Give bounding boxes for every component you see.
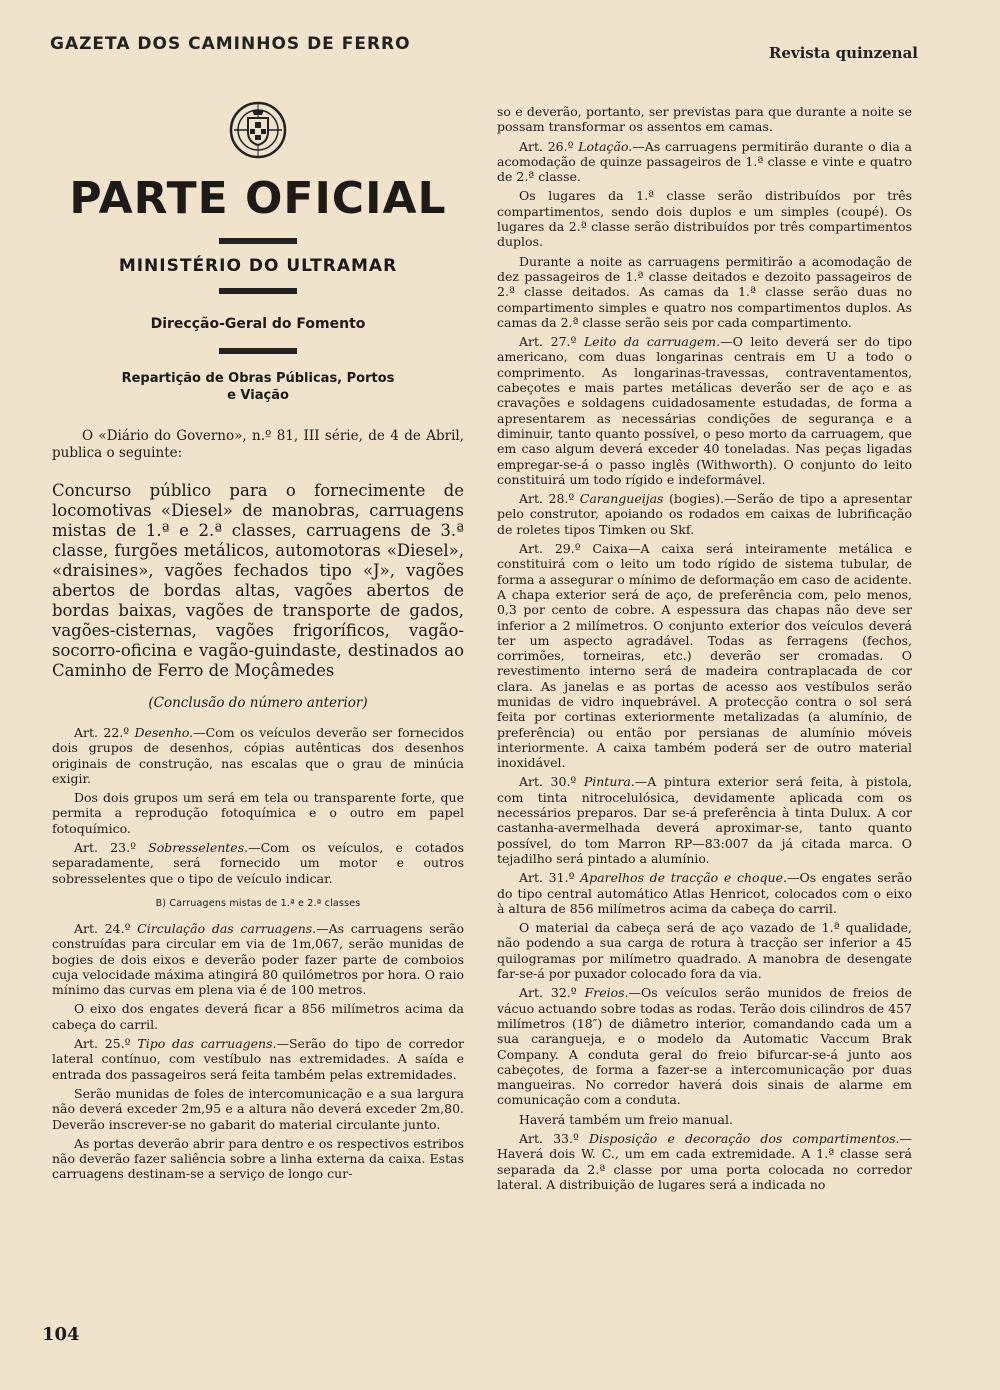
- direction-heading: Direcção-Geral do Fomento: [150, 316, 366, 332]
- section-heading: [52, 370, 464, 404]
- ministry-heading: MINISTÉRIO DO ULTRAMAR: [118, 256, 398, 276]
- article-title: Aparelhos de tracção e choque.: [580, 870, 787, 886]
- article-text: (bogies).—Serão de tipo a apresentar pelo construtor, apoiando os rodados em caixas de lubrificação de roletes tipos Timken ou Skf.: [497, 491, 913, 537]
- article-label: Art. 27.º: [519, 334, 577, 350]
- article-title: Carangueijas: [579, 491, 664, 507]
- article-32-paragraph: Haverá também um freio manual.: [519, 1111, 733, 1127]
- article-text: —As carruagens permitirão durante o dia a acomodação de quinze passageiros de 1.ª classe e vinte e quatro de 2.ª classe.: [497, 138, 913, 185]
- journal-subtitle: Revista quinzenal: [768, 44, 918, 62]
- article-22-paragraph: Dos dois grupos um será em tela ou transparente forte, que permita a reprodução fotoquímica e o outro em papel fotoquímico.: [52, 790, 464, 836]
- divider: [219, 348, 297, 354]
- article-label: Art. 29.º: [519, 541, 581, 557]
- continuation-paragraph: so e deverão, portanto, ser previstas para que durante a noite se possam transformar os assentos em camas.: [497, 104, 912, 135]
- section-heading-line1: Repartição de Obras Públicas, Portos: [121, 371, 395, 386]
- article-title: Desenho.: [134, 725, 194, 740]
- article-text: —Haverá dois W. C., um em cada extremidade. A 1.ª classe será separada da 2.ª classe por uma porta colocada no corredor lateral. A distribuição de lugares será a indicada no: [497, 1131, 912, 1192]
- coat-of-arms-icon: [228, 100, 288, 160]
- article-title: Freios.: [584, 985, 629, 1001]
- article-text: —Os engates serão do tipo central automático Atlas Henricot, colocados com o eixo à altura de 856 milímetros acima da cabeça do carril.: [497, 870, 912, 916]
- article-title: Caixa: [592, 541, 628, 557]
- article-text: —O leito deverá ser do tipo americano, com duas longarinas centrais em U a todo o comprimento. As longarinas-travessas, contraventamentos, cabeçotes e mais partes metálicas deverão ser de aço e as cravações e soldagens cuidadosamente estudadas, de forma a apresentarem as necessárias condições de segurança e a diminuir, tanto quanto possível, o peso morto da carruagem, que em caso algum deverá exceder 40 toneladas. Nas peças ligadas empregar-se-á o passo inglês (Withworth). O conjunto do leito constituirá um todo rígido e indeformável.: [497, 334, 912, 487]
- article-31-paragraph: O material da cabeça será de aço vazado de 1.ª qualidade, não podendo a sua carga de rotura à tracção ser inferior a 45 quilogramas por milímetro quadrado. A manobra de desengate far-se-á por puxador colocado fora da via.: [497, 920, 912, 982]
- article-label: Art. 25.º: [74, 1036, 131, 1052]
- article-label: Art. 26.º: [519, 138, 574, 154]
- page-title: PARTE OFICIAL: [69, 173, 447, 224]
- article-31: [497, 870, 912, 916]
- article-24-paragraph: O eixo dos engates deverá ficar a 856 milímetros acima da cabeça do carril.: [52, 1001, 464, 1032]
- page-number: 104: [42, 1324, 80, 1345]
- article-title: Pintura.: [583, 774, 635, 790]
- article-32: [497, 985, 912, 1107]
- article-33: [497, 1131, 912, 1192]
- article-25-paragraph: As portas deverão abrir para dentro e os respectivos estribos não deverão fazer saliência sobre a linha externa da caixa. Estas carruagens destinam-se a serviço de longo cur-: [52, 1135, 464, 1182]
- section-heading-line2: e Viação: [227, 388, 289, 403]
- article-30: [497, 774, 912, 866]
- article-25: [52, 1036, 464, 1082]
- article-text: —Com os veículos deverão ser fornecidos dois grupos de desenhos, cópias autênticas dos desenhos originais de construção, nas escalas que o grau de minúcia exigir.: [52, 725, 464, 786]
- article-25-paragraph: Serão munidas de foles de intercomunicação e a sua largura não deverá exceder 2m,95 e a altura não deverá exceder 2m,80. Deverão inscrever-se no gabarit do material circulante junto.: [52, 1085, 464, 1132]
- concurso-title: Concurso público para o fornecimente de locomotivas «Diesel» de manobras, carruagens mistas de 1.ª e 2.ª classes, carruagens de 3.ª classe, furgões metálicos, automotoras «Diesel», «draisines», vagões fechados tipo «J», vagões abertos de bordas altas, vagões abertos de bordas baixas, vagões de transporte de gados, vagões-cisternas, vagões frigoríficos, vagão-socorro-oficina e vagão-guindaste, destinados ao Caminho de Ferro de Moçâmedes: [52, 481, 464, 680]
- article-title: Lotação.: [578, 138, 633, 154]
- article-26: [497, 139, 912, 185]
- article-label: Art. 28.º: [519, 491, 575, 507]
- article-text: —Os veículos serão munidos de freios de vácuo actuando sobre todas as rodas. Terão dois cilindros de 457 milímetros (18″) de diâmetro interior, comandando cada um a sua carangueja, e o modelo da Automatic Vaccum Brak Company. A conduta geral do freio bifurcar-se-á junto aos cabeçotes, de forma a fazer-se a intercomunicação por duas mangueiras. No corredor haverá dois sinais de alarme em comunicação com a conduta.: [497, 985, 912, 1108]
- article-22: [52, 725, 464, 786]
- article-title: Tipo das carruagens.: [137, 1036, 277, 1052]
- subsection-heading: B) Carruagens mistas de 1.ª e 2.ª classes: [155, 897, 361, 909]
- article-28: [497, 491, 912, 537]
- article-text: —Com os veículos, e cotados separadamente, será fornecido um motor e outros sobresselentes que o tipo de veículo indicar.: [52, 840, 464, 886]
- divider: [219, 238, 297, 244]
- divider: [219, 288, 297, 294]
- journal-title: GAZETA DOS CAMINHOS DE FERRO: [50, 34, 411, 54]
- article-label: Art. 24.º: [74, 920, 131, 936]
- article-title: Circulação das carruagens.: [137, 920, 317, 936]
- article-label: Art. 33.º: [519, 1131, 579, 1146]
- article-26-paragraph: Os lugares da 1.ª classe serão distribuídos por três compartimentos, sendo dois duplos e um simples (coupé). Os lugares da 2.ª classe serão distribuídos por três compartimentos duplos.: [497, 188, 912, 250]
- article-29: [497, 541, 912, 770]
- article-text: —As carruagens serão construídas para circular em via de 1m,067, serão munidas de bogies de dois eixos e deverão poder fazer parte de comboios cuja velocidade máxima atingirá 80 quilómetros por hora. O raio mínimo das curvas em plena via é de 100 metros.: [52, 920, 464, 998]
- article-label: Art. 22.º: [74, 725, 130, 740]
- article-label: Art. 23.º: [74, 840, 136, 856]
- article-title: Sobresselentes.: [148, 840, 249, 856]
- article-label: Art. 31.º: [519, 870, 575, 886]
- article-text: —A pintura exterior será feita, à pistola, com tinta nitrocelulósica, devidamente aplicada com os necessários preparos. Dar se-á preferência à tinta Dulux. A cor castanha-avermelhada deverá aproximar-se, tanto quanto possível, do tom Marron RP—83:007 da já citada marca. O tejadilho será pintado a alumínio.: [497, 774, 912, 866]
- left-column: [52, 100, 464, 1186]
- article-text: —A caixa será inteiramente metálica e constituirá com o leito um todo rígido de sistema tubular, de forma a assegurar o mínimo de deformação em caso de acidente. A chapa exterior será de aço, de preferência com, pelo menos, 0,3 por cento de cobre. A espessura das chapas não deve ser inferior a 2 milímetros. O conjunto exterior dos veículos deverá ter um aspecto agradável. Todas as ferragens (fechos, corrimões, torneiras, etc.) deverão ser cromadas. O revestimento interno será de madeira contraplacada de cor clara. As janelas e as portas de acesso aos vestíbulos serão munidas de vidro inquebrável. A protecção contra o sol será feita por cortinas exteriormente metalizadas (a alumínio, de preferência) ou então por persianas de alumínio móveis interiormente. A caixa também poderá ser de outro material inoxidável.: [497, 541, 912, 771]
- intro-paragraph: O «Diário do Governo», n.º 81, III série, de 4 de Abril, publica o seguinte:: [52, 428, 464, 461]
- conclusion-note: (Conclusão do número anterior): [148, 695, 368, 711]
- article-label: Art. 32.º: [519, 985, 577, 1001]
- article-title: Leito da carruagem.: [584, 334, 721, 350]
- article-title: Disposição e decoração dos compartimentos.: [588, 1131, 900, 1146]
- article-23: [52, 840, 464, 886]
- article-label: Art. 30.º: [519, 774, 577, 790]
- article-26-paragraph: Durante a noite as carruagens permitirão a acomodação de dez passageiros de 1.ª classe deitados e dezoito passageiros de 2.ª classe deitados. As camas da 1.ª classe serão duas no compartimento simples e quatro nos compartimentos duplos. As camas da 2.ª classe serão seis por cada compartimento.: [497, 253, 912, 330]
- article-27: [497, 334, 912, 487]
- right-column: [497, 104, 912, 1196]
- article-text: —Serão do tipo de corredor lateral contínuo, com vestíbulo nas extremidades. A saída e entrada dos passageiros será feita também pelas extremidades.: [52, 1036, 464, 1082]
- article-24: [52, 921, 464, 997]
